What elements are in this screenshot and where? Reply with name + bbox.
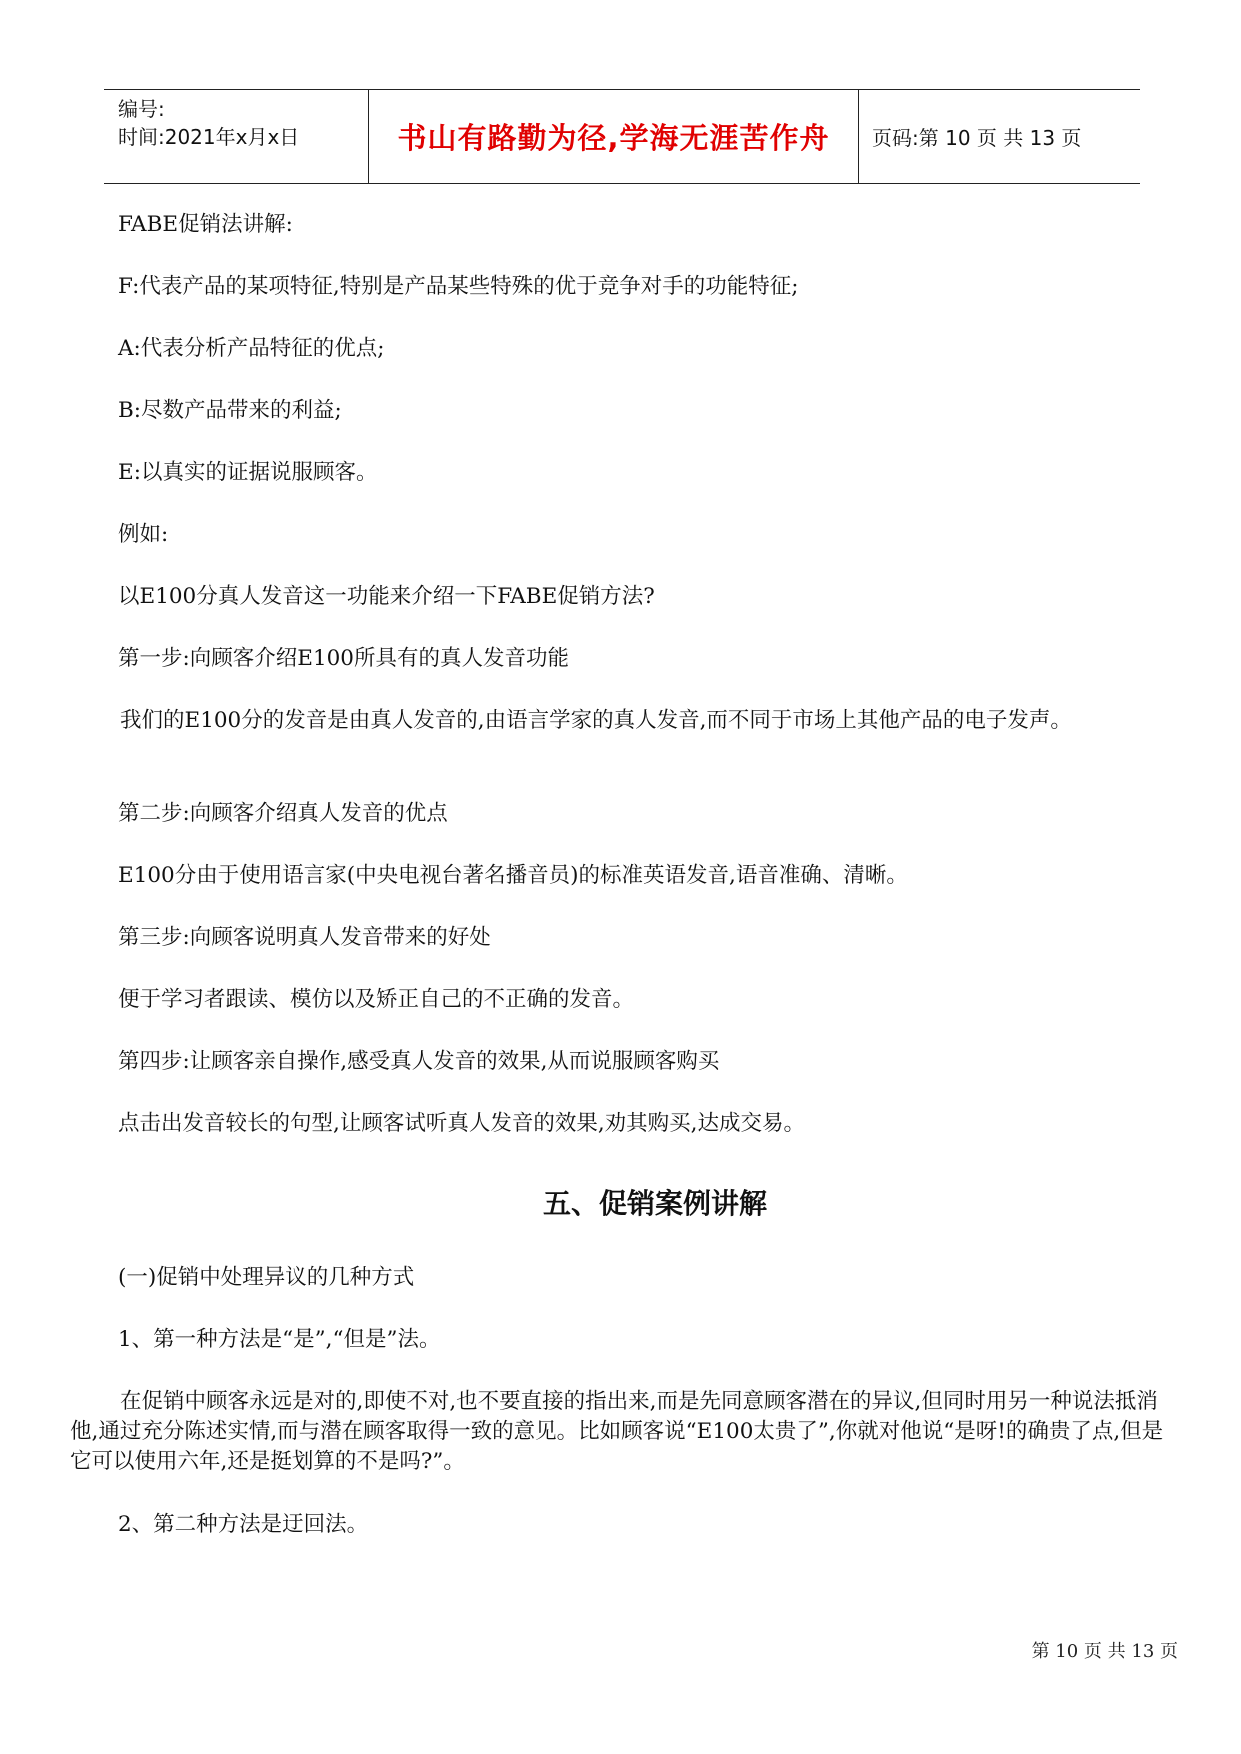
paragraph: 2、第二种方法是迂回法。 [118, 1512, 369, 1537]
paragraph: 以E100分真人发音这一功能来介绍一下FABE促销方法? [118, 584, 655, 609]
paragraph: 便于学习者跟读、模仿以及矫正自己的不正确的发音。 [118, 987, 635, 1012]
paragraph: 第三步:向顾客说明真人发音带来的好处 [118, 925, 491, 950]
paragraph: (一)促销中处理异议的几种方式 [118, 1265, 415, 1290]
header-motto-cell [369, 90, 859, 183]
paragraph: 第一步:向顾客介绍E100所具有的真人发音功能 [118, 646, 569, 671]
page-footer: 第 10 页 共 13 页 [1031, 1641, 1178, 1662]
paragraph: B:尽数产品带来的利益; [118, 398, 342, 423]
paragraph: FABE促销法讲解: [118, 212, 293, 237]
header-page-info: 页码:第 10 页 共 13 页 [872, 126, 1082, 150]
paragraph: 我们的E100分的发音是由真人发音的,由语言学家的真人发音,而不同于市场上其他产品的电子发声。 [120, 708, 1072, 733]
header-number-label: 编号: [118, 97, 165, 121]
section-title: 五、促销案例讲解 [542, 1187, 767, 1220]
paragraph: 1、第一种方法是“是”,“但是”法。 [118, 1327, 441, 1352]
header-motto: 书山有路勤为径,学海无涯苦作舟 [397, 121, 830, 155]
paragraph: 例如: [118, 522, 169, 547]
paragraph: 在促销中顾客永远是对的,即使不对,也不要直接的指出来,而是先同意顾客潜在的异议,但同时用另一种说法抵消他,通过充分陈述实情,而与潜在顾客取得一致的意见。比如顾客说“E100太贵了”,你就对他说“是呀!的确贵了点,但是它可以使用六年,还是挺划算的不是吗?”。 [70, 1389, 1164, 1474]
paragraph: 点击出发音较长的句型,让顾客试听真人发音的效果,劝其购买,达成交易。 [118, 1111, 806, 1136]
paragraph: E100分由于使用语言家(中央电视台著名播音员)的标准英语发音,语音准确、清晰。 [118, 863, 908, 888]
paragraph: A:代表分析产品特征的优点; [118, 336, 385, 361]
header-time-label: 时间:2021年x月x日 [118, 125, 300, 149]
header-page-cell [859, 90, 1140, 183]
header-left-cell [104, 90, 369, 183]
paragraph: 第四步:让顾客亲自操作,感受真人发音的效果,从而说服顾客购买 [118, 1049, 720, 1074]
paragraph: 第二步:向顾客介绍真人发音的优点 [118, 801, 448, 826]
document-header [104, 89, 1140, 184]
paragraph: E:以真实的证据说服顾客。 [118, 460, 378, 485]
paragraph: F:代表产品的某项特征,特别是产品某些特殊的优于竞争对手的功能特征; [118, 274, 799, 299]
